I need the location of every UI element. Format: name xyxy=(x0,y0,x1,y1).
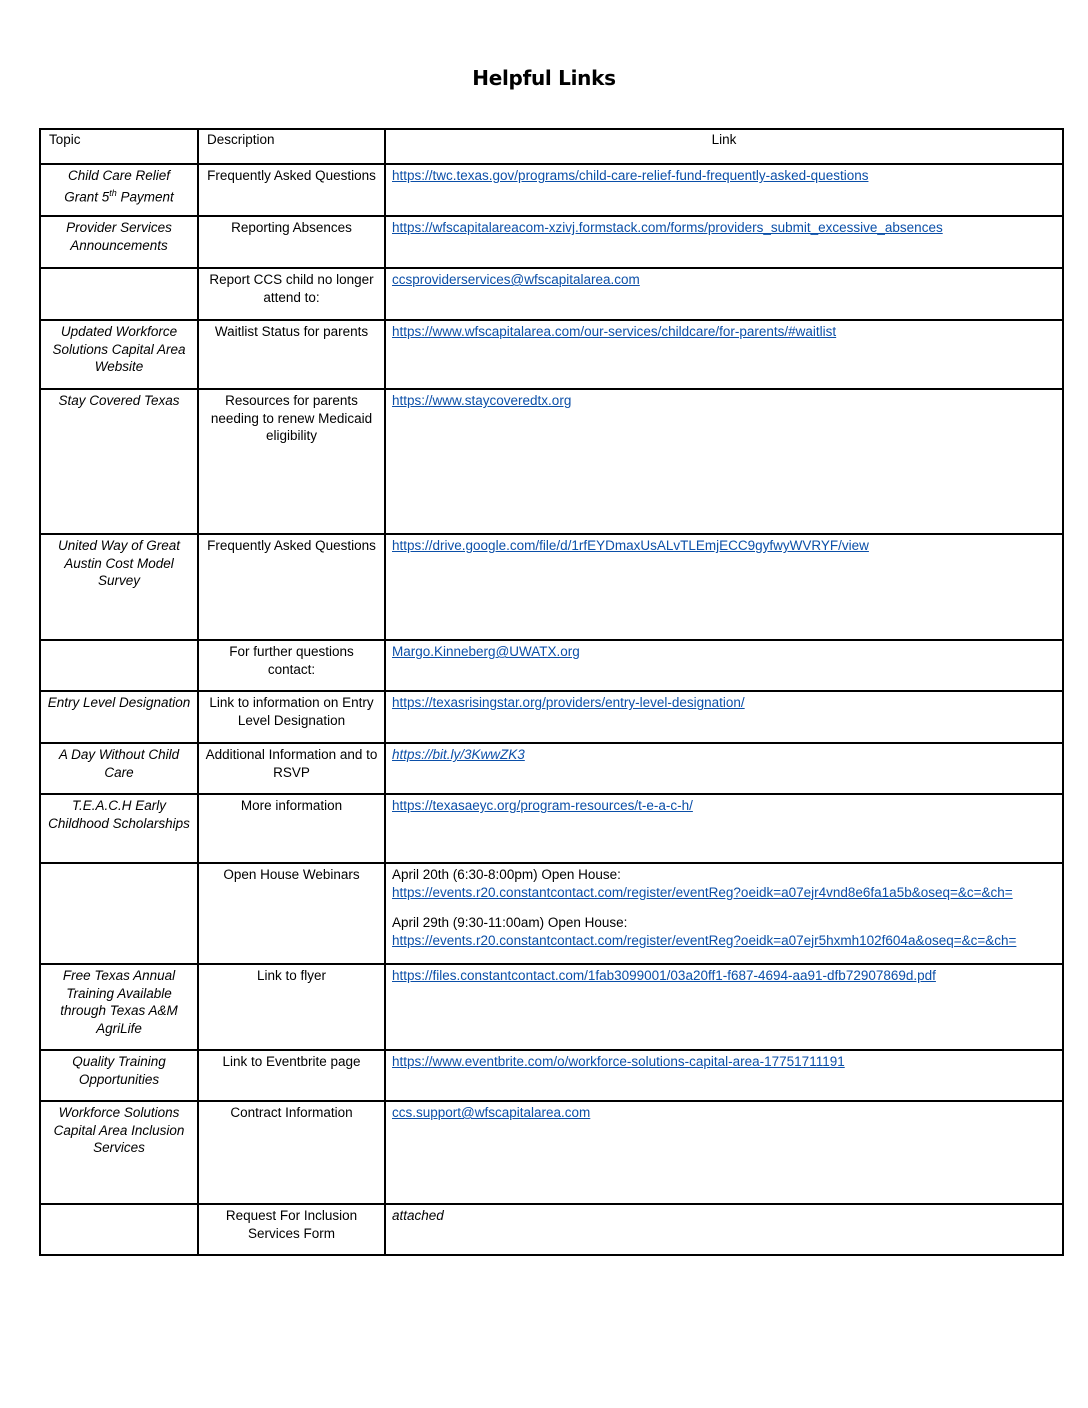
link[interactable]: https://texasaeyc.org/program-resources/t-e-a-c-h/ xyxy=(392,798,693,813)
table-header-row xyxy=(40,129,1063,164)
link-cell xyxy=(385,1101,1063,1204)
table-row xyxy=(40,1204,1063,1255)
topic-cell: Free Texas Annual Training Available through Texas A&M AgriLife xyxy=(40,964,198,1050)
topic-cell: United Way of Great Austin Cost Model Survey xyxy=(40,534,198,640)
topic-cell: A Day Without Child Care xyxy=(40,743,198,794)
webinar-2-link[interactable]: https://events.r20.constantcontact.com/register/eventReg?oeidk=a07ejr5hxmh102f604a&oseq=&c=&ch= xyxy=(392,932,1017,948)
link-cell xyxy=(385,863,1063,964)
description-cell: Link to information on Entry Level Designation xyxy=(198,691,385,743)
link-cell xyxy=(385,216,1063,268)
description-cell: Open House Webinars xyxy=(198,863,385,964)
link-cell xyxy=(385,794,1063,863)
topic-cell: Workforce Solutions Capital Area Inclusion Services xyxy=(40,1101,198,1204)
email-link[interactable]: Margo.Kinneberg@UWATX.org xyxy=(392,644,580,659)
webinar-2-label: April 29th (9:30-11:00am) Open House: xyxy=(392,915,628,930)
description-cell: Contract Information xyxy=(198,1101,385,1204)
topic-cell: Updated Workforce Solutions Capital Area Website xyxy=(40,320,198,389)
link[interactable]: https://twc.texas.gov/programs/child-care-relief-fund-frequently-asked-questions xyxy=(392,168,869,183)
link-cell xyxy=(385,268,1063,320)
link-cell xyxy=(385,640,1063,691)
attachment-note: attached xyxy=(392,1208,444,1223)
description-cell: Report CCS child no longer attend to: xyxy=(198,268,385,320)
link[interactable]: https://www.staycoveredtx.org xyxy=(392,393,572,408)
topic-cell: Stay Covered Texas xyxy=(40,389,198,534)
description-cell: Request For Inclusion Services Form xyxy=(198,1204,385,1255)
table-row xyxy=(40,863,1063,964)
link-cell xyxy=(385,534,1063,640)
link-cell xyxy=(385,320,1063,389)
topic-cell: Entry Level Designation xyxy=(40,691,198,743)
topic-cell: Provider Services Announcements xyxy=(40,216,198,268)
topic-cell xyxy=(40,640,198,691)
link-cell xyxy=(385,691,1063,743)
header-description: Description xyxy=(198,129,385,164)
email-link[interactable]: ccs.support@wfscapitalarea.com xyxy=(392,1105,591,1120)
link-cell xyxy=(385,1204,1063,1255)
table-row xyxy=(40,534,1063,640)
link-cell xyxy=(385,964,1063,1050)
link[interactable]: https://www.eventbrite.com/o/workforce-solutions-capital-area-17751711191 xyxy=(392,1054,845,1069)
table-row xyxy=(40,320,1063,389)
table-row xyxy=(40,743,1063,794)
header-link: Link xyxy=(385,129,1063,164)
description-cell: Additional Information and to RSVP xyxy=(198,743,385,794)
table-row xyxy=(40,794,1063,863)
topic-cell xyxy=(40,863,198,964)
table-row xyxy=(40,964,1063,1050)
topic-cell: T.E.A.C.H Early Childhood Scholarships xyxy=(40,794,198,863)
table-row xyxy=(40,1101,1063,1204)
link[interactable]: https://files.constantcontact.com/1fab3099001/03a20ff1-f687-4694-aa91-dfb72907869d.pdf xyxy=(392,968,936,983)
webinar-1-link[interactable]: https://events.r20.constantcontact.com/register/eventReg?oeidk=a07ejr4vnd8e6fa1a5b&oseq=&c=&ch= xyxy=(392,884,1013,900)
webinar-1-label: April 20th (6:30-8:00pm) Open House: xyxy=(392,867,621,882)
table-row xyxy=(40,216,1063,268)
link-cell xyxy=(385,164,1063,216)
table-row xyxy=(40,1050,1063,1101)
link-cell xyxy=(385,389,1063,534)
link[interactable]: https://texasrisingstar.org/providers/entry-level-designation/ xyxy=(392,695,745,710)
description-cell: Resources for parents needing to renew Medicaid eligibility xyxy=(198,389,385,534)
description-cell: Frequently Asked Questions xyxy=(198,534,385,640)
email-link[interactable]: ccsproviderservices@wfscapitalarea.com xyxy=(392,272,640,287)
description-cell: Frequently Asked Questions xyxy=(198,164,385,216)
topic-cell xyxy=(40,268,198,320)
table-row xyxy=(40,389,1063,534)
table-row xyxy=(40,268,1063,320)
page-title: Helpful Links xyxy=(472,66,616,90)
description-cell: Reporting Absences xyxy=(198,216,385,268)
link-cell xyxy=(385,1050,1063,1101)
topic-cell: Quality Training Opportunities xyxy=(40,1050,198,1101)
description-cell: Link to flyer xyxy=(198,964,385,1050)
link[interactable]: https://www.wfscapitalarea.com/our-services/childcare/for-parents/#waitlist xyxy=(392,324,837,339)
description-cell: Link to Eventbrite page xyxy=(198,1050,385,1101)
link-cell xyxy=(385,743,1063,794)
description-cell: For further questions contact: xyxy=(198,640,385,691)
table-row xyxy=(40,164,1063,216)
link[interactable]: https://wfscapitalareacom-xzivj.formstack.com/forms/providers_submit_excessive_absences xyxy=(392,220,943,235)
link[interactable]: https://bit.ly/3KwwZK3 xyxy=(392,747,525,762)
header-topic: Topic xyxy=(40,129,198,164)
topic-cell: Child Care Relief Grant 5th Payment xyxy=(40,164,198,216)
description-cell: Waitlist Status for parents xyxy=(198,320,385,389)
helpful-links-table xyxy=(39,128,1064,1256)
description-cell: More information xyxy=(198,794,385,863)
link[interactable]: https://drive.google.com/file/d/1rfEYDmaxUsALvTLEmjECC9gyfwyWVRYF/view xyxy=(392,538,869,553)
topic-cell xyxy=(40,1204,198,1255)
table-row xyxy=(40,640,1063,691)
table-row xyxy=(40,691,1063,743)
